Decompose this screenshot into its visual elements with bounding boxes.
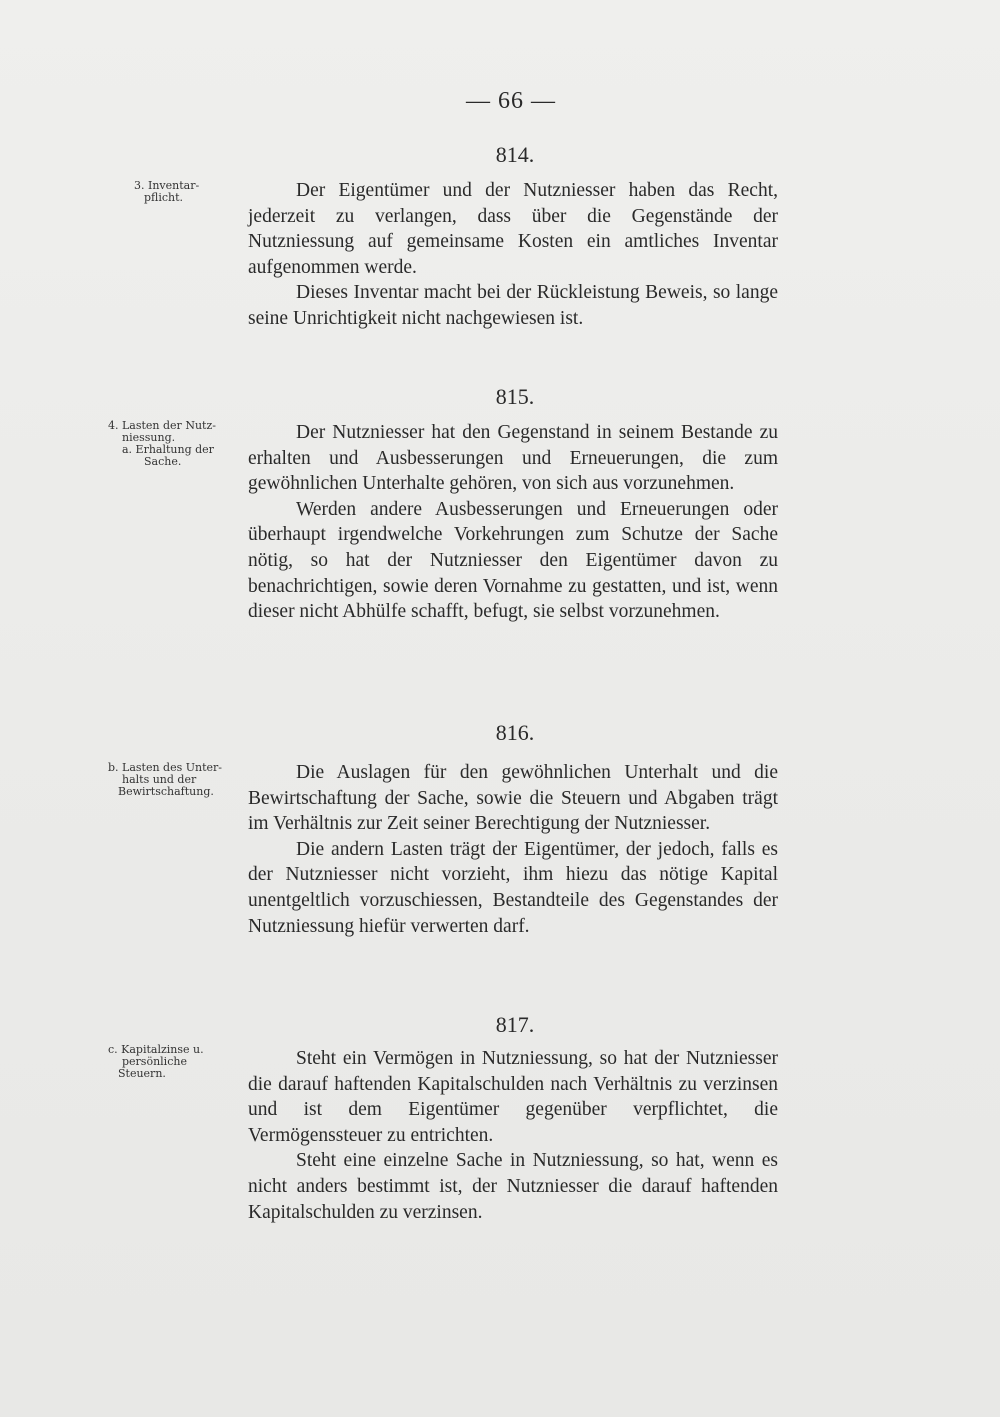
article-number-817: 817.	[495, 1012, 535, 1037]
paragraph: Die andern Lasten trägt der Eigentümer, der jedoch, falls es der Nutzniesser nicht vorzieht, ihm hiezu das nötige Kapital unentgeltlich vorzuschiessen, Bestandteile des Gegenstandes der Nutzniessung hiefür verwerten darf.	[248, 838, 778, 937]
margin-note-line: a. Erhaltung der	[122, 443, 214, 456]
margin-note-line: niessung.	[122, 431, 176, 444]
article-text-816	[248, 760, 778, 939]
article-number-815: 815.	[495, 384, 535, 409]
margin-note-line: c. Kapitalzinse u.	[108, 1043, 204, 1056]
article-number-816: 816.	[495, 720, 535, 745]
margin-note-line: Sache.	[144, 455, 182, 468]
margin-note-line: 3. Inventar-	[134, 179, 200, 192]
paragraph: Die Auslagen für den gewöhnlichen Unterhalt und die Bewirtschaftung der Sache, sowie die Steuern und Abgaben trägt im Verhältnis zur Zeit seiner Berechtigung der Nutzniesser.	[248, 762, 778, 835]
margin-note-line: b. Lasten des Unter-	[108, 761, 223, 774]
margin-note-816	[108, 762, 222, 798]
paragraph: Steht ein Vermögen in Nutzniessung, so hat der Nutzniesser die darauf haftenden Kapitalschulden nach Verhältnis zu verzinsen und ist dem Eigentümer gegenüber verpflichtet, die Vermögenssteuer zu entrichten.	[248, 1048, 778, 1146]
article-text-817	[248, 1046, 778, 1225]
paragraph: Steht eine einzelne Sache in Nutzniessung, so hat, wenn es nicht anders bestimmt ist, der Nutzniesser die darauf haftenden Kapitalschulden zu verzinsen.	[248, 1150, 778, 1223]
paragraph: Werden andere Ausbesserungen und Erneuerungen oder überhaupt irgendwelche Vorkehrungen zum Schutze der Sache nötig, so hat der Nutzniesser den Eigentümer davon zu benachrichtigen, sowie deren Vornahme zu gestatten, und ist, wenn dieser nicht Abhülfe schafft, befugt, sie selbst vorzunehmen.	[248, 498, 778, 623]
margin-note-line: halts und der	[122, 773, 197, 786]
article-text-815	[248, 420, 778, 625]
paragraph: Der Eigentümer und der Nutzniesser haben das Recht, jederzeit zu verlangen, dass über die Gegenstände der Nutzniessung auf gemeinsame Kosten ein amtliches Inventar aufgenommen werde.	[248, 180, 778, 278]
margin-note-line: 4. Lasten der Nutz-	[108, 419, 216, 432]
margin-note-line: persönliche	[122, 1055, 187, 1068]
margin-note-814	[134, 180, 199, 204]
margin-note-line: Bewirtschaftung.	[118, 785, 214, 798]
article-text-814	[248, 178, 778, 332]
paragraph: Dieses Inventar macht bei der Rückleistung Beweis, so lange seine Unrichtigkeit nicht nachgewiesen ist.	[248, 282, 778, 329]
article-number-814: 814.	[495, 142, 535, 167]
margin-note-815	[108, 420, 216, 468]
margin-note-817	[108, 1044, 204, 1080]
margin-note-line: pflicht.	[144, 191, 184, 204]
margin-note-line: Steuern.	[118, 1067, 166, 1080]
page-number: — 66 —	[466, 88, 556, 114]
paragraph: Der Nutzniesser hat den Gegenstand in seinem Bestande zu erhalten und Ausbesserungen und Erneuerungen, die zum gewöhnlichen Unterhalte gehören, von sich aus vorzunehmen.	[248, 422, 778, 495]
